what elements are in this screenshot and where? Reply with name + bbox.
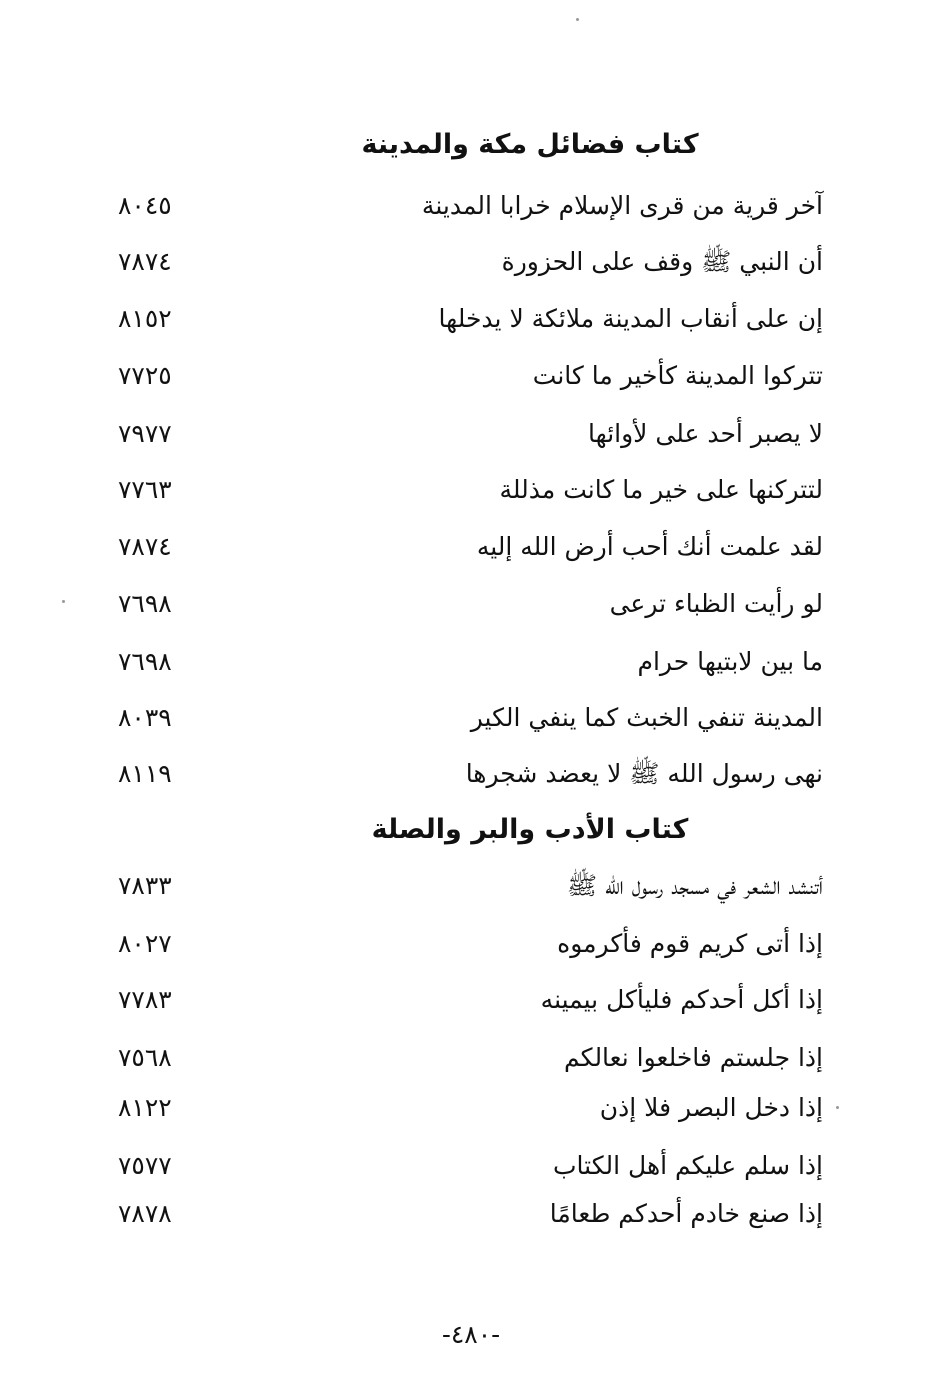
index-entry <box>0 582 943 626</box>
index-entry <box>0 864 943 908</box>
entry-title: إذا سلم عليكم أهل الكتاب <box>553 1151 823 1180</box>
entry-number: ٧٨٧٤ <box>118 247 172 276</box>
entry-title: أن النبي ﷺ وقف على الحزورة <box>501 247 823 276</box>
entry-title: نهى رسول الله ﷺ لا يعضد شجرها <box>465 759 823 788</box>
entry-title: لو رأيت الظباء ترعى <box>609 589 823 618</box>
index-entry <box>0 1086 943 1130</box>
index-entry <box>0 640 943 684</box>
entry-title: إذا صنع خادم أحدكم طعامًا <box>549 1199 823 1228</box>
entry-number: ٨٠٢٧ <box>118 929 172 958</box>
index-entry <box>0 978 943 1022</box>
index-entry <box>0 696 943 740</box>
entry-title: إذا أكل أحدكم فليأكل بيمينه <box>540 985 823 1014</box>
page-number: -٤٨٠- <box>441 1320 501 1349</box>
entry-number: ٧٨٧٤ <box>118 532 172 561</box>
entry-number: ٧٧٢٥ <box>118 361 172 390</box>
entry-title: إذا جلستم فاخلعوا نعالكم <box>564 1043 823 1072</box>
entry-number: ٧٦٩٨ <box>118 589 172 618</box>
entry-title: لا يصبر أحد على لأوائها <box>588 419 823 448</box>
index-entry <box>0 412 943 456</box>
entry-title: تتركوا المدينة كأخير ما كانت <box>532 361 823 390</box>
entry-number: ٧٥٧٧ <box>118 1151 172 1180</box>
index-entry <box>0 354 943 398</box>
entry-number: ٨١٢٢ <box>118 1093 172 1122</box>
scan-speck <box>576 18 579 21</box>
entry-title: إذا أتى كريم قوم فأكرموه <box>557 929 823 958</box>
entry-number: ٧٨٧٨ <box>118 1199 172 1228</box>
index-entry <box>0 525 943 569</box>
entry-number: ٨١٥٢ <box>118 304 172 333</box>
index-entry <box>0 1192 943 1236</box>
entry-number: ٧٩٧٧ <box>118 419 172 448</box>
index-entry <box>0 184 943 228</box>
entry-number: ٧٧٨٣ <box>118 985 172 1014</box>
entry-number: ٧٦٩٨ <box>118 647 172 676</box>
entry-number: ٧٧٦٣ <box>118 475 172 504</box>
entry-title: لقد علمت أنك أحب أرض الله إليه <box>476 532 823 561</box>
entry-number: ٧٨٣٣ <box>118 871 172 900</box>
index-entry <box>0 922 943 966</box>
entry-number: ٨٠٤٥ <box>118 191 172 220</box>
section-heading: كتاب فضائل مكة والمدينة <box>361 129 699 160</box>
entry-number: ٨٠٣٩ <box>118 703 172 732</box>
index-entry <box>0 240 943 284</box>
entry-title: إذا دخل البصر فلا إذن <box>599 1093 823 1122</box>
entry-number: ٧٥٦٨ <box>118 1043 172 1072</box>
index-entry <box>0 1144 943 1188</box>
entry-title: ما بين لابتيها حرام <box>637 647 823 676</box>
index-entry <box>0 297 943 341</box>
entry-title: آخر قرية من قرى الإسلام خرابا المدينة <box>421 191 823 220</box>
scan-speck <box>836 1106 839 1109</box>
entry-title: أتنشد الشعر في مسجد رسول الله ﷺ <box>566 871 823 900</box>
entry-title: إن على أنقاب المدينة ملائكة لا يدخلها <box>438 304 823 333</box>
scan-speck <box>62 600 65 603</box>
index-entry <box>0 468 943 512</box>
entry-title: المدينة تنفي الخبث كما ينفي الكير <box>470 703 823 732</box>
entry-number: ٨١١٩ <box>118 759 172 788</box>
index-entry <box>0 752 943 796</box>
section-heading: كتاب الأدب والبر والصلة <box>371 814 689 845</box>
entry-title: لتتركنها على خير ما كانت مذللة <box>499 475 823 504</box>
index-entry <box>0 1036 943 1080</box>
